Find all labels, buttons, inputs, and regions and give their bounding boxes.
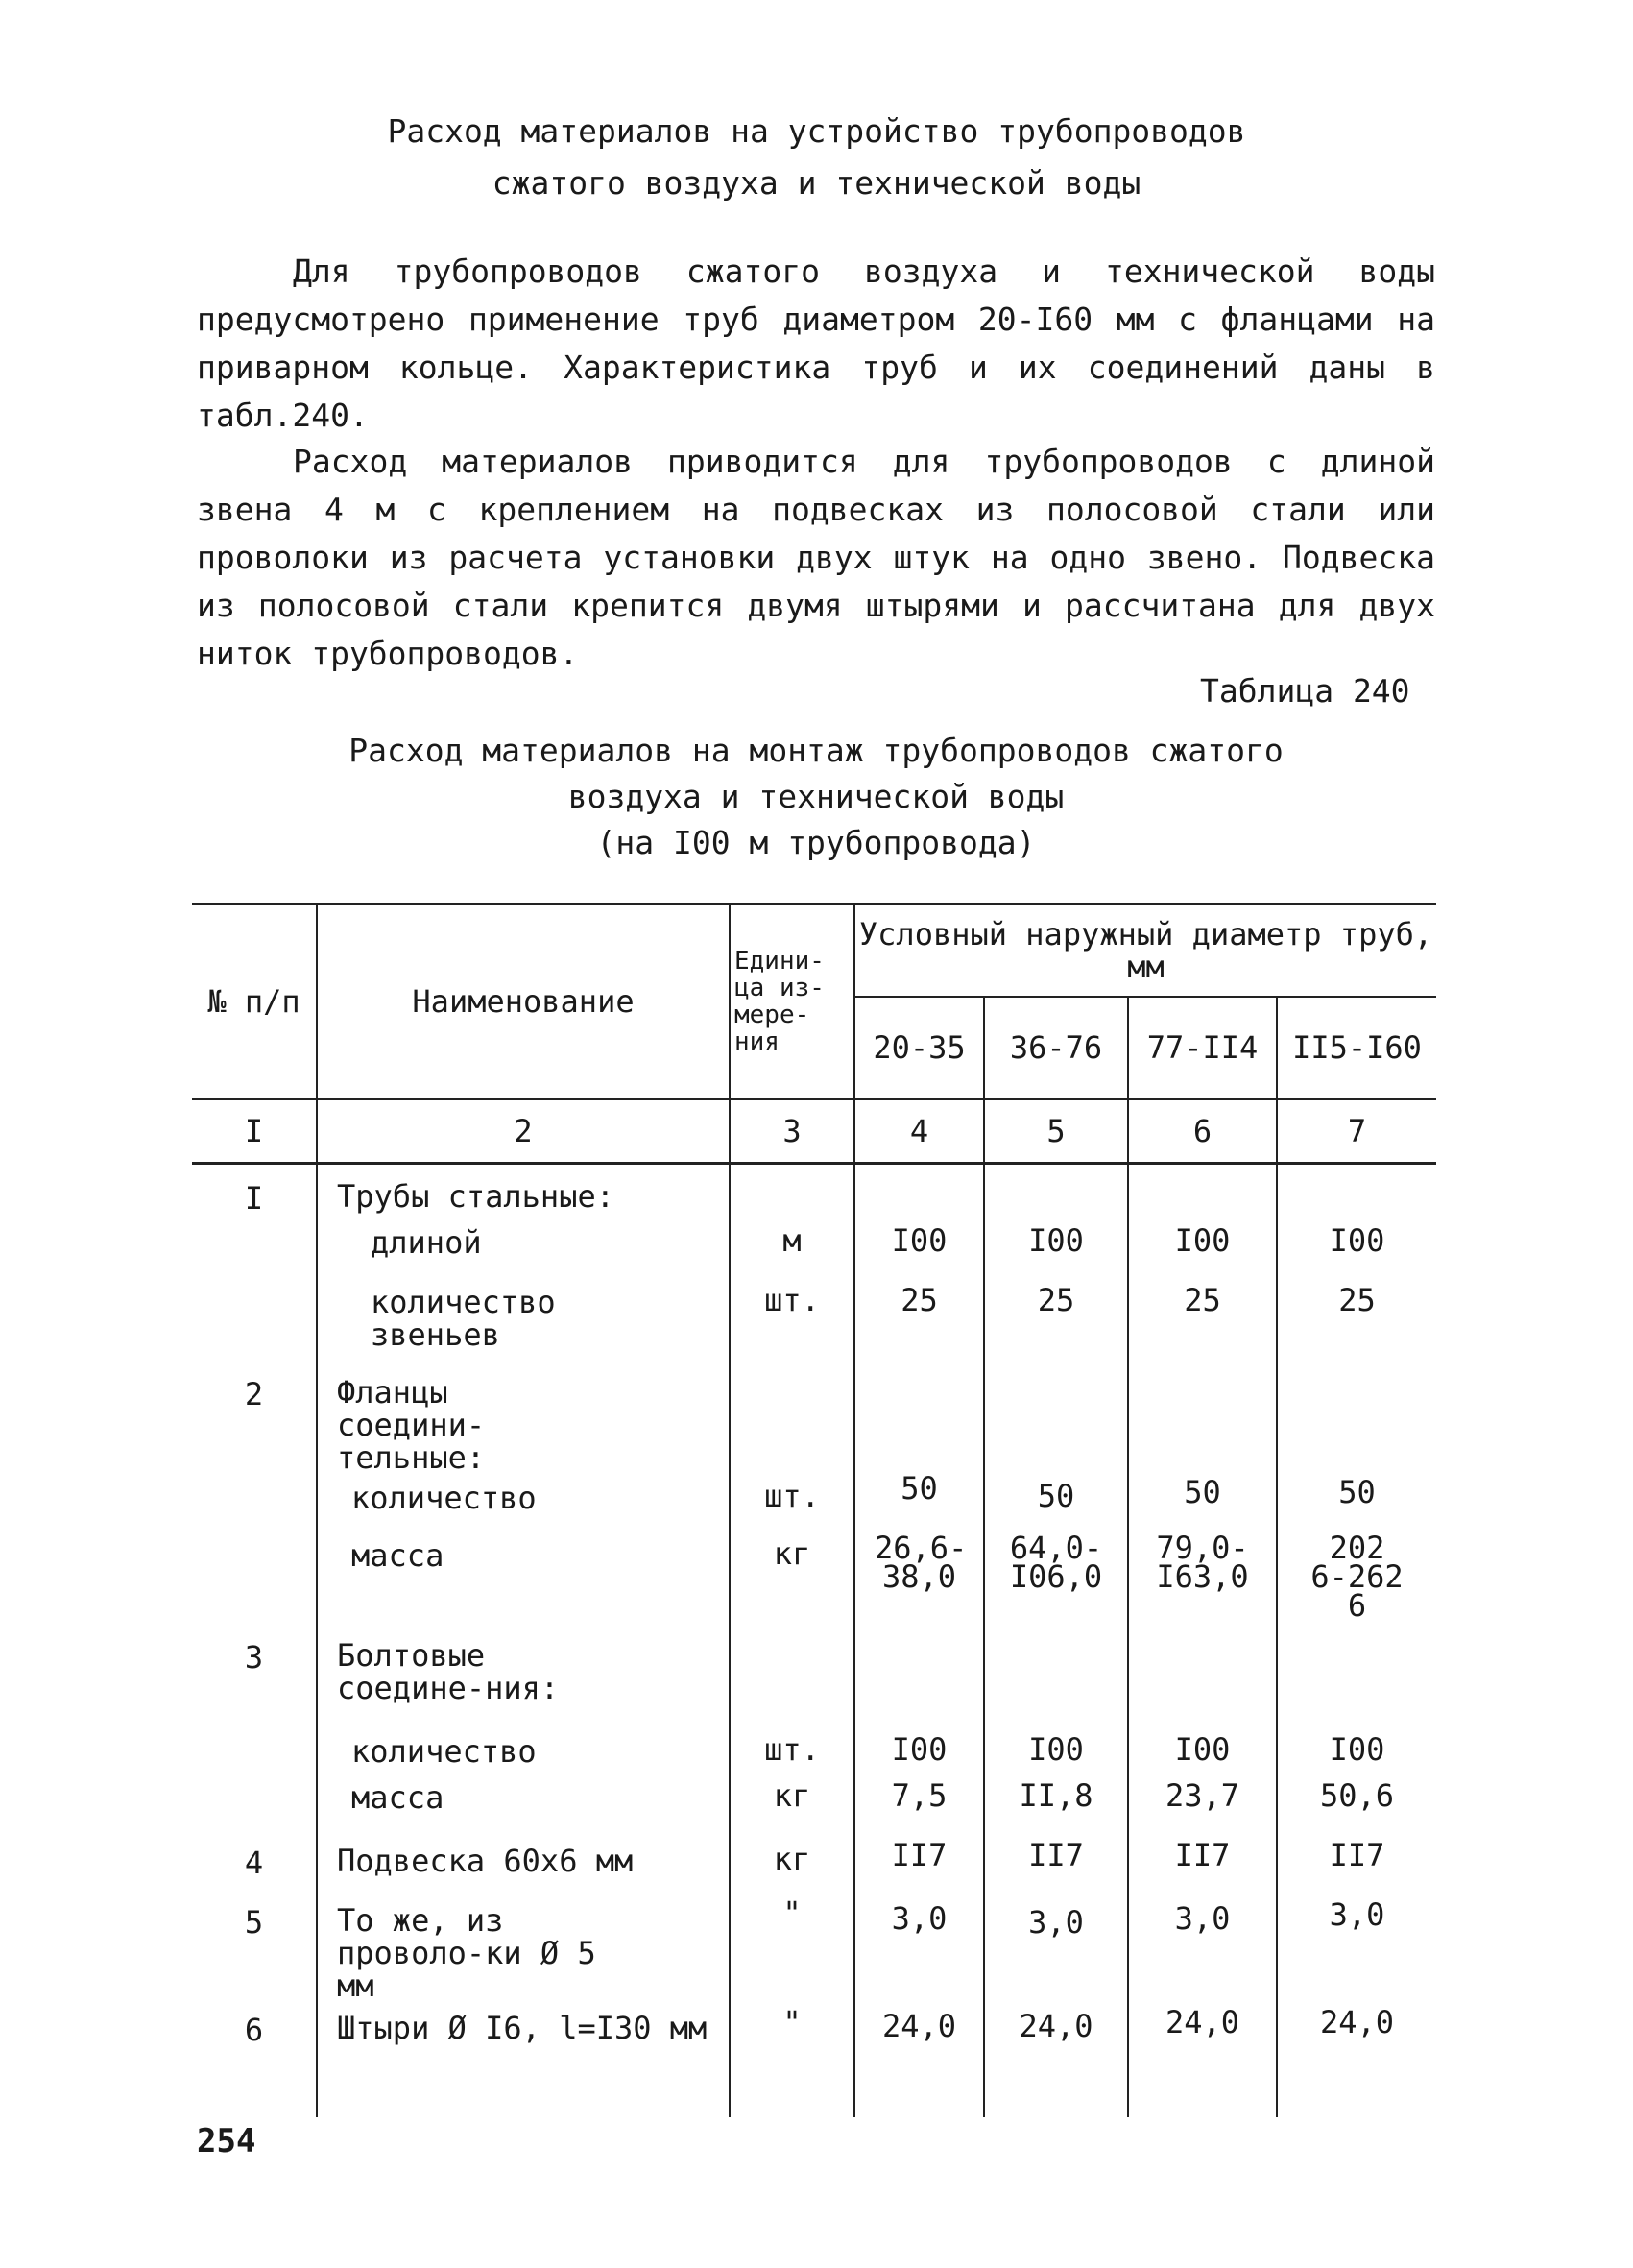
table-row [192, 1533, 1436, 1633]
row-name: Болтовые соедине-ния: [317, 1633, 730, 1735]
document-title [0, 106, 1633, 209]
row-name: Штыри Ø I6, l=I30 мм [317, 2002, 730, 2117]
col-number: 3 [730, 1099, 854, 1164]
col-number: 2 [317, 1099, 730, 1164]
table-row [192, 1633, 1436, 1735]
row-unit: кг [730, 1781, 854, 1837]
row-value: 25 [1128, 1270, 1277, 1366]
row-value: 24,0 [1128, 2002, 1277, 2117]
table-row [192, 2002, 1436, 2117]
header-d3: 77-II4 [1128, 997, 1277, 1099]
row-value: 7,5 [854, 1781, 984, 1837]
title-line-1: Расход материалов на устройство трубопроводов [387, 112, 1246, 150]
row-num: I [244, 1180, 264, 1217]
row-value: II7 [854, 1837, 984, 1891]
col-number: 4 [854, 1099, 984, 1164]
row-value: I00 [984, 1735, 1128, 1781]
header-d4: II5-I60 [1277, 997, 1436, 1099]
row-num: 3 [244, 1639, 264, 1676]
row-name: Фланцы соедини-тельные: [317, 1366, 730, 1474]
header-diameter-group: Условный наружный диаметр труб, мм [854, 905, 1436, 997]
table-row [192, 1164, 1436, 1218]
row-num: 5 [244, 1904, 264, 1941]
row-name: То же, из проволо-ки Ø 5 мм [317, 1891, 730, 2002]
table-row [192, 1474, 1436, 1533]
row-unit: шт. [730, 1270, 854, 1366]
row-value: I00 [854, 1735, 984, 1781]
row-value: I00 [854, 1217, 984, 1270]
table-row [192, 1735, 1436, 1781]
row-unit: " [730, 1891, 854, 2002]
row-value: 64,0-I06,0 [984, 1533, 1128, 1633]
row-value: I00 [1277, 1735, 1436, 1781]
row-value: II7 [984, 1837, 1128, 1891]
paragraph-1-text: Для трубопроводов сжатого воздуха и технической воды предусмотрено применение труб диаметром 20-I60 мм с фланцами на приварном кольце. Характеристика труб и их соединений даны в табл.240. [197, 253, 1435, 434]
row-unit: шт. [730, 1474, 854, 1533]
row-value: II7 [1128, 1837, 1277, 1891]
row-value: I00 [984, 1217, 1128, 1270]
row-value: 79,0-I63,0 [1128, 1533, 1277, 1633]
row-value: 26,6-38,0 [854, 1533, 984, 1633]
row-value: 50,6 [1277, 1781, 1436, 1837]
table-row [192, 1891, 1436, 2002]
row-unit: шт. [730, 1735, 854, 1781]
row-value: 50 [1277, 1474, 1436, 1533]
table-title-line-1: Расход материалов на монтаж трубопроводов сжатого [348, 732, 1284, 769]
row-value: I00 [1128, 1735, 1277, 1781]
row-unit: " [730, 2002, 854, 2117]
header-d2: 36-76 [984, 997, 1128, 1099]
row-unit: кг [730, 1837, 854, 1891]
row-name: масса [317, 1781, 730, 1837]
row-value: 202 6-262 6 [1277, 1533, 1436, 1633]
row-num: 4 [244, 1845, 264, 1881]
row-value: 3,0 [1277, 1891, 1436, 2002]
materials-table [192, 903, 1436, 2117]
row-value: 50 [854, 1474, 984, 1533]
table-number-label: Таблица 240 [1200, 672, 1410, 710]
col-number: I [192, 1099, 317, 1164]
row-name: масса [317, 1533, 730, 1633]
row-num: 2 [244, 1376, 264, 1412]
table-row [192, 1837, 1436, 1891]
row-num: 6 [244, 2012, 264, 2048]
row-name: количество [317, 1735, 730, 1781]
row-value: 50 [1128, 1474, 1277, 1533]
table-title [192, 728, 1440, 866]
row-value: 25 [984, 1270, 1128, 1366]
row-value: 3,0 [1128, 1891, 1277, 2002]
row-name: Подвеска 60х6 мм [317, 1837, 730, 1891]
row-value: II,8 [984, 1781, 1128, 1837]
paragraph-1 [197, 248, 1435, 440]
title-line-2: сжатого воздуха и технической воды [492, 164, 1141, 202]
table-row [192, 1366, 1436, 1474]
row-value: 25 [854, 1270, 984, 1366]
row-value: 3,0 [854, 1891, 984, 2002]
row-value: I00 [1128, 1217, 1277, 1270]
column-numbers-row [192, 1099, 1436, 1164]
row-unit: м [730, 1217, 854, 1270]
row-name: количество [317, 1474, 730, 1533]
row-value: 25 [1277, 1270, 1436, 1366]
paragraph-2 [197, 438, 1435, 678]
row-name: количество звеньев [317, 1270, 730, 1366]
header-d1: 20-35 [854, 997, 984, 1099]
paragraph-2-text: Расход материалов приводится для трубопроводов с длиной звена 4 м с креплением на подвесках из полосовой стали или проволоки из расчета установки двух штук на одно звено. Подвеска из полосовой стали крепится двумя штырями и рассчитана для двух ниток трубопроводов. [197, 443, 1435, 672]
row-value: I00 [1277, 1217, 1436, 1270]
table-row [192, 1781, 1436, 1837]
page-number: 254 [197, 2122, 256, 2160]
header-num: № п/п [192, 905, 317, 1099]
col-number: 5 [984, 1099, 1128, 1164]
row-value: II7 [1277, 1837, 1436, 1891]
table-title-line-2: воздуха и технической воды [567, 778, 1065, 815]
header-name: Наименование [317, 905, 730, 1099]
col-number: 7 [1277, 1099, 1436, 1164]
row-name: длиной [317, 1217, 730, 1270]
table-row [192, 1270, 1436, 1366]
row-value: 24,0 [984, 2002, 1128, 2117]
col-number: 6 [1128, 1099, 1277, 1164]
header-unit: Едини-ца из-мере-ния [730, 905, 854, 1099]
table-row [192, 1217, 1436, 1270]
row-name: Трубы стальные: [317, 1164, 730, 1218]
table-title-line-3: (на I00 м трубопровода) [596, 824, 1036, 861]
row-value: 23,7 [1128, 1781, 1277, 1837]
row-value: 24,0 [854, 2002, 984, 2117]
row-value: 3,0 [984, 1891, 1128, 2002]
row-value: 50 [984, 1474, 1128, 1533]
row-unit: кг [730, 1533, 854, 1633]
row-value: 24,0 [1277, 2002, 1436, 2117]
